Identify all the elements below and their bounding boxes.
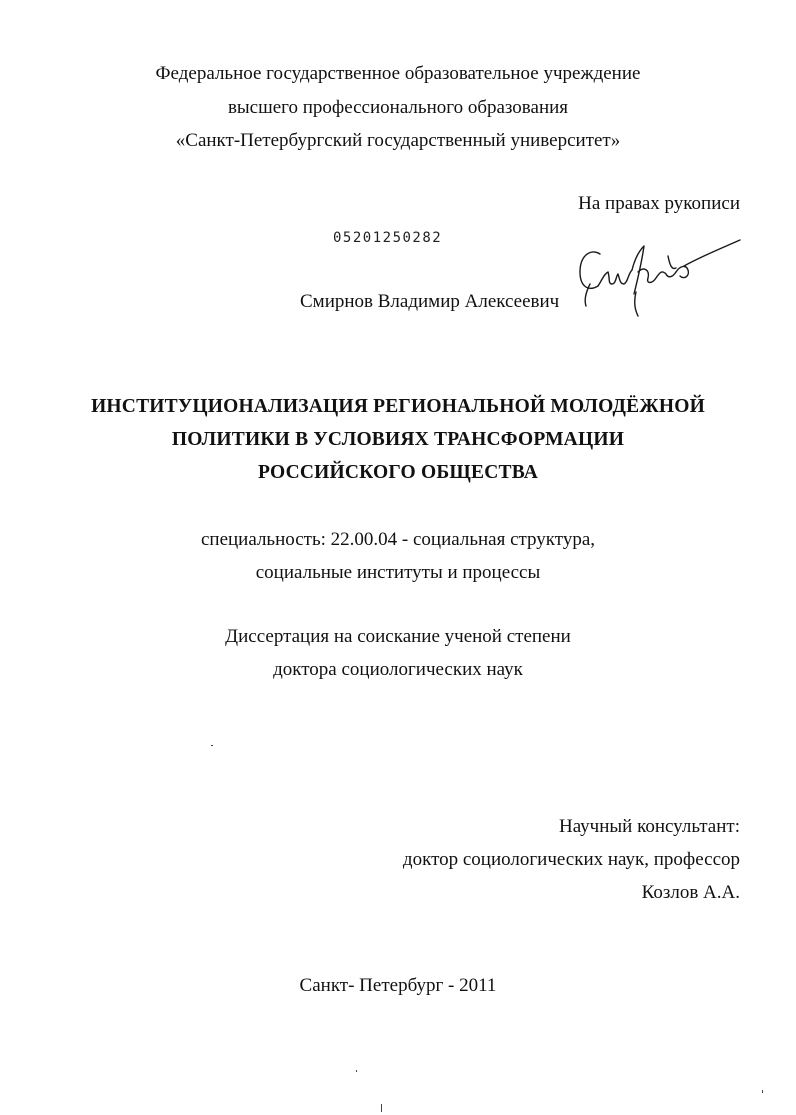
consultant-label: Научный консультант: [558,816,740,837]
author-signature [572,226,747,321]
consultant-credentials: доктор социологических наук, профессор [402,849,740,870]
scan-speck [211,745,213,746]
title-line-3: РОССИЙСКОГО ОБЩЕСТВА [258,462,538,483]
scan-speck [356,1070,357,1072]
author-name: Смирнов Владимир Алексеевич [300,291,560,312]
institution-line-1: Федеральное государственное образовательное учреждение [155,63,641,84]
specialty-line-2: социальные институты и процессы [255,562,541,583]
scan-speck [762,1090,763,1093]
institution-line-3: «Санкт-Петербургский государственный университет» [175,130,621,151]
consultant-name: Козлов А.А. [641,882,740,903]
degree-line-2: доктора социологических наук [273,659,523,680]
specialty-line-1: специальность: 22.00.04 - социальная структура, [200,529,596,550]
title-line-2: ПОЛИТИКИ В УСЛОВИЯХ ТРАНСФОРМАЦИИ [171,429,625,450]
place-year: Санкт- Петербург - 2011 [299,975,497,996]
degree-line-1: Диссертация на соискание ученой степени [225,626,571,647]
institution-line-2: высшего профессионального образования [227,97,569,118]
manuscript-note: На правах рукописи [578,193,740,214]
title-line-1: ИНСТИТУЦИОНАЛИЗАЦИЯ РЕГИОНАЛЬНОЙ МОЛОДЁЖНОЙ [91,396,705,417]
archive-number: 05201250282 [333,230,443,246]
scan-speck [381,1104,382,1112]
